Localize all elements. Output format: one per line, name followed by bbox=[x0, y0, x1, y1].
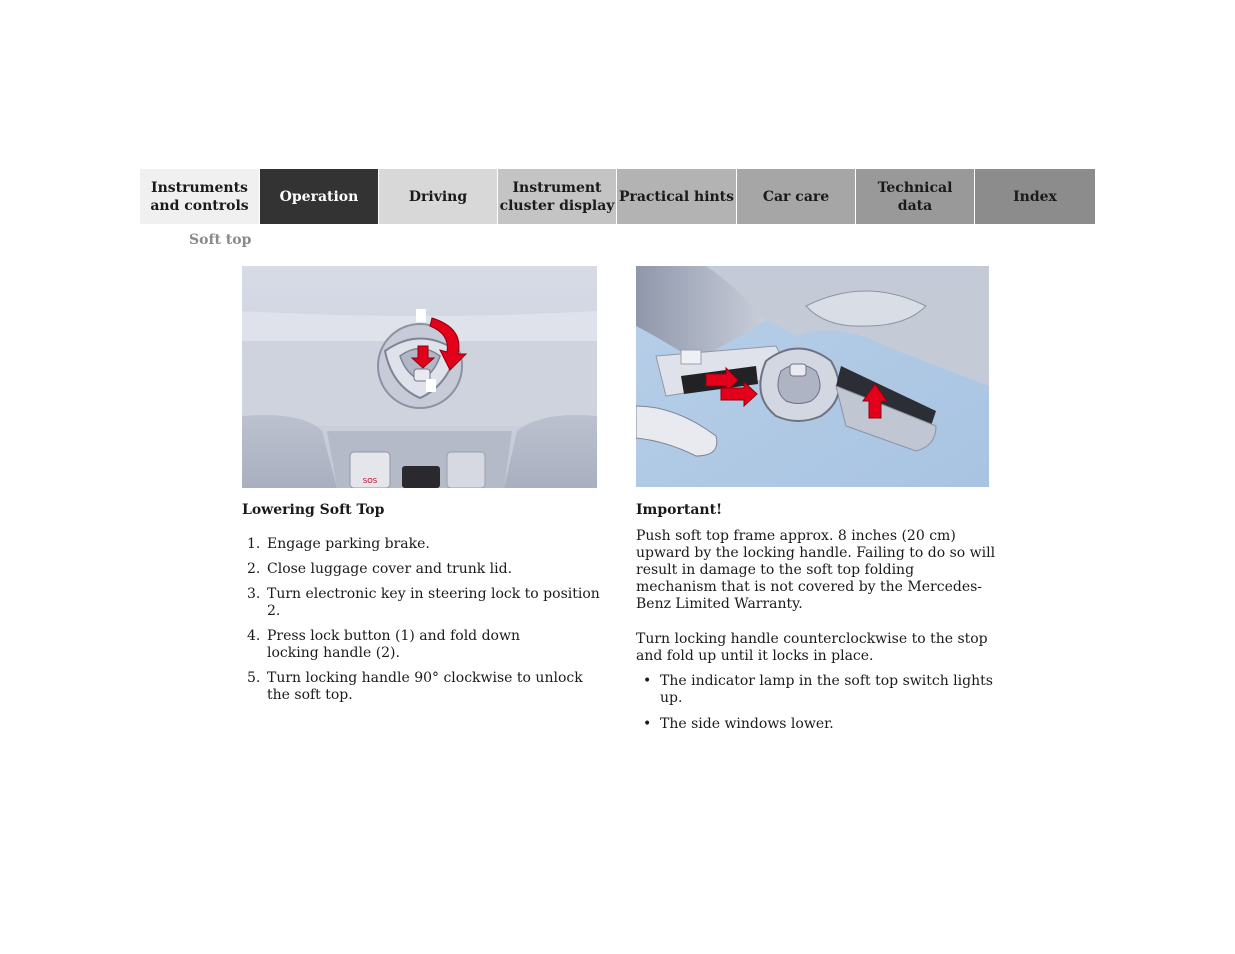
important-notes bbox=[636, 502, 996, 742]
tab-car-care[interactable]: Car care bbox=[737, 169, 856, 224]
tab-practical-hints[interactable]: Practical hints bbox=[617, 169, 737, 224]
instruction-paragraph: Turn locking handle counterclockwise to the stop and fold up until it locks in place. bbox=[636, 631, 988, 664]
list-item: 1. Engage parking brake. bbox=[247, 536, 430, 552]
list-item: 3. Turn electronic key in steering lock to position 2. bbox=[247, 586, 600, 619]
important-heading: Important! bbox=[636, 502, 723, 518]
chapter-tabs bbox=[140, 169, 1095, 224]
soft-top-handle-illustration bbox=[242, 266, 597, 488]
soft-top-frame-illustration bbox=[636, 266, 989, 487]
lowering-instructions bbox=[242, 502, 602, 712]
list-item: 2. Close luggage cover and trunk lid. bbox=[247, 561, 513, 577]
tab-driving[interactable]: Driving bbox=[379, 169, 498, 224]
tab-operation[interactable]: Operation bbox=[260, 169, 379, 224]
warning-paragraph: Push soft top frame approx. 8 inches (20 cm) upward by the locking handle. Failing to do so will result in damage to the soft top folding mechanism that is not covered by the Mercedes-Benz Limited Warranty. bbox=[636, 528, 996, 612]
list-item: 4. Press lock button (1) and fold down locking handle (2). bbox=[247, 628, 520, 661]
steps-list bbox=[242, 536, 602, 704]
lowering-heading: Lowering Soft Top bbox=[242, 502, 385, 518]
list-item: • The indicator lamp in the soft top switch lights up. bbox=[636, 673, 996, 707]
tab-index[interactable]: Index bbox=[975, 169, 1095, 224]
list-item: • The side windows lower. bbox=[636, 716, 996, 733]
tab-instruments-and-controls[interactable]: Instruments and controls bbox=[140, 169, 260, 224]
section-label: Soft top bbox=[189, 232, 252, 248]
tab-technical-data[interactable]: Technical data bbox=[856, 169, 975, 224]
list-item: 5. Turn locking handle 90° clockwise to unlock the soft top. bbox=[247, 670, 583, 703]
sos-label: SOS bbox=[362, 477, 378, 485]
tab-instrument-cluster-display[interactable]: Instrument cluster display bbox=[498, 169, 617, 224]
result-bullets bbox=[636, 673, 996, 733]
